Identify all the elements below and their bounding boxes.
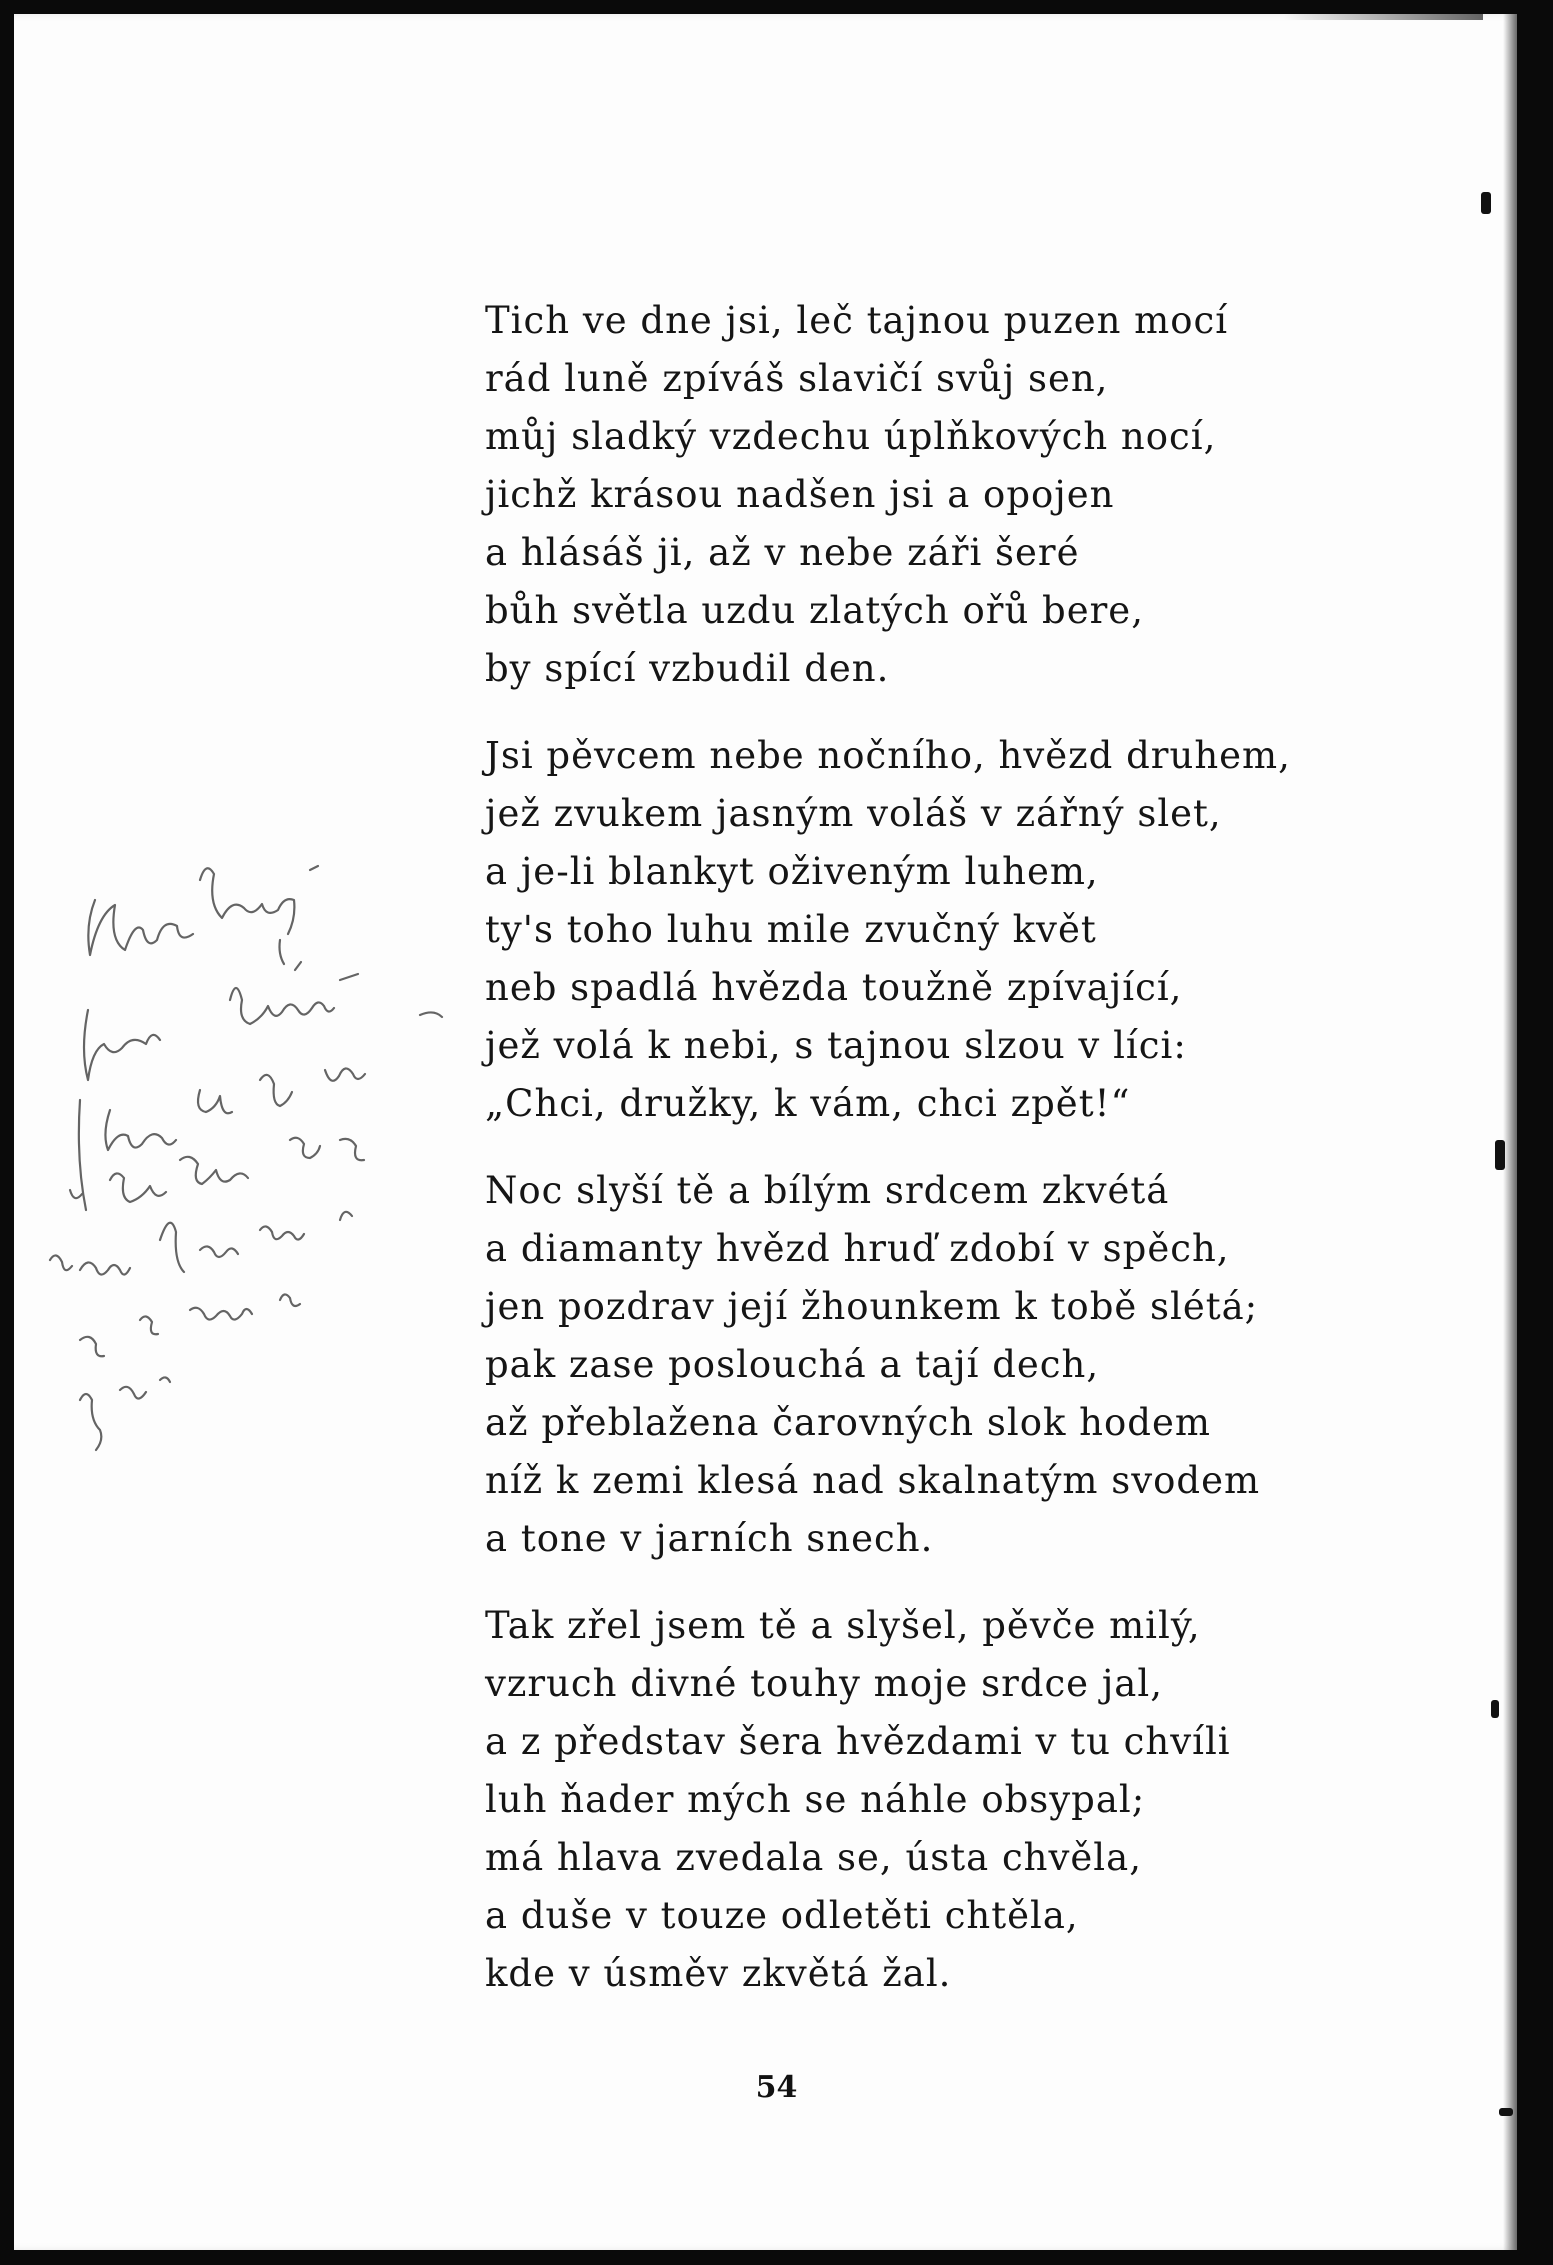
poem-line: a diamanty hvězd hruď zdobí v spěch, <box>485 1227 1230 1270</box>
stanza <box>485 1162 1345 1568</box>
margin-speck <box>1495 1140 1505 1170</box>
poem-line: a tone v jarních snech. <box>485 1517 934 1560</box>
poem-line: a duše v touze odletěti chtěla, <box>485 1894 1079 1937</box>
poem-line: neb spadlá hvězda toužně zpívající, <box>485 966 1183 1009</box>
poem-line: pak zase poslouchá a tají dech, <box>485 1343 1100 1386</box>
poem-line: Noc slyší tě a bílým srdcem zkvétá <box>485 1169 1170 1212</box>
poem-line: jež volá k nebi, s tajnou slzou v líci: <box>485 1024 1187 1067</box>
poem-line: a hlásáš ji, až v nebe záři šeré <box>485 531 1080 574</box>
poem-line: a je-li blankyt oživeným luhem, <box>485 850 1099 893</box>
poem-line: ty's toho luhu mile zvučný květ <box>485 908 1097 951</box>
margin-speck <box>1481 192 1491 214</box>
poem-line: Jsi pěvcem nebe nočního, hvězd druhem, <box>485 734 1291 777</box>
poem-line: jichž krásou nadšen jsi a opojen <box>485 473 1115 516</box>
poem <box>485 292 1345 2032</box>
poem-line: rád luně zpíváš slavičí svůj sen, <box>485 357 1109 400</box>
poem-line: „Chci, družky, k vám, chci zpět!“ <box>485 1082 1131 1125</box>
poem-line: a z představ šera hvězdami v tu chvíli <box>485 1720 1231 1763</box>
stanza <box>485 727 1345 1133</box>
spine-shadow <box>1503 14 1517 2250</box>
poem-line: můj sladký vzdechu úplňkových nocí, <box>485 415 1217 458</box>
poem-line: by spící vzbudil den. <box>485 647 890 690</box>
poem-line: níž k zemi klesá nad skalnatým svodem <box>485 1459 1261 1502</box>
poem-line: luh ňader mých se náhle obsypal; <box>485 1778 1146 1821</box>
margin-speck <box>1491 1700 1499 1718</box>
poem-line: Tich ve dne jsi, leč tajnou puzen mocí <box>485 299 1229 342</box>
poem-line: má hlava zvedala se, ústa chvěla, <box>485 1836 1142 1879</box>
page-number: 54 <box>755 2070 798 2105</box>
poem-line: kde v úsměv zkvětá žal. <box>485 1952 952 1995</box>
margin-speck <box>1499 2108 1513 2116</box>
poem-line: vzruch divné touhy moje srdce jal, <box>485 1662 1163 1705</box>
poem-line: bůh světla uzdu zlatých ořů bere, <box>485 589 1144 632</box>
handwritten-margin-note <box>40 840 480 1480</box>
poem-line: jež zvukem jasným voláš v zářný slet, <box>485 792 1222 835</box>
poem-line: Tak zřel jsem tě a slyšel, pěvče milý, <box>485 1604 1201 1647</box>
top-edge-mark <box>1283 14 1483 20</box>
poem-line: jen pozdrav její žhounkem k tobě slétá; <box>485 1285 1259 1328</box>
poem-line: až přeblažena čarovných slok hodem <box>485 1401 1211 1444</box>
stanza <box>485 292 1345 698</box>
stanza <box>485 1597 1345 2003</box>
